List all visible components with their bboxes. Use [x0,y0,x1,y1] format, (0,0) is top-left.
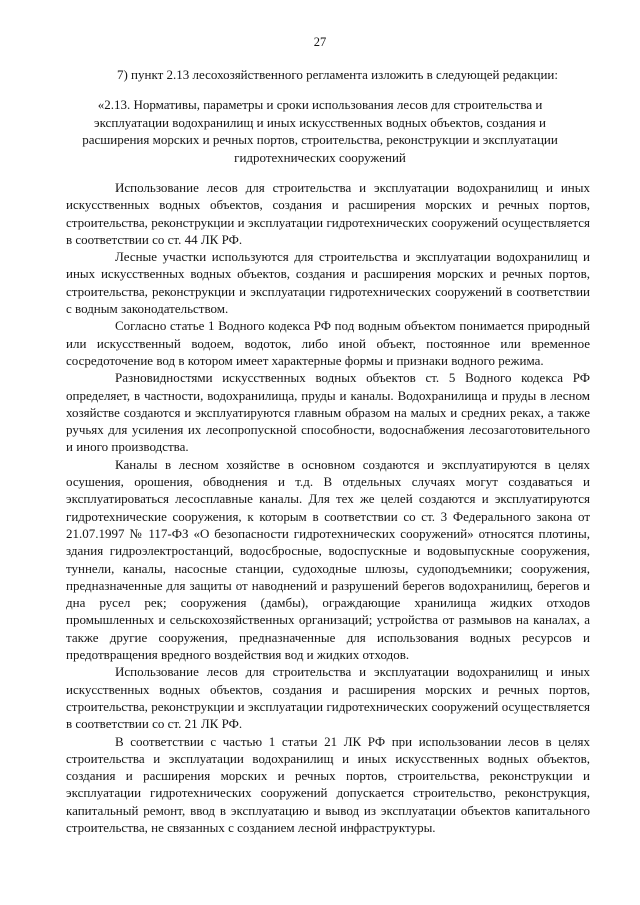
document-body [66,179,590,836]
body-paragraph: Каналы в лесном хозяйстве в основном создаются и эксплуатируются в целях осушения, орошения, обводнения и т.д. В отдельных случаях могут создаваться и эксплуатироваться лесосплавные каналы. Для тех же целей создаются и эксплуатируются гидротехнические сооружения, к которым в соответствии со ст. 3 Федерального закона от 21.07.1997 № 117-ФЗ «О безопасности гидротехнических сооружений» относятся плотины, здания гидроэлектростанций, водосбросные, водоспускные и водовыпускные сооружения, туннели, каналы, насосные станции, судоходные шлюзы, судоподъемники; сооружения, предназначенные для защиты от наводнений и разрушений берегов водохранилищ, берегов и дна русел рек; сооружения (дамбы), ограждающие хранилища жидких отходов промышленных и сельскохозяйственных организаций; устройства от размывов на каналах, а также другие сооружения, предназначенные для использования водных ресурсов и предотвращения вредного воздействия вод и жидких отходов. [66,456,590,663]
page-number: 27 [313,35,327,49]
body-paragraph: Использование лесов для строительства и эксплуатации водохранилищ и иных искусственных водных объектов, создания и расширения морских и речных портов, строительства, реконструкции и эксплуатации гидротехнических сооружений осуществляется в соответствии со ст. 44 ЛК РФ. [66,180,590,247]
body-paragraph: Разновидностями искусственных водных объектов ст. 5 Водного кодекса РФ определяет, в частности, водохранилища, пруды и каналы. Водохранилища и пруды в лесном хозяйстве создаются и эксплуатируются главным образом на малых и средних реках, а также ручьях для усиления их лесопропускной способности, водоснабжения лесозаготовительного и иного производства. [66,370,590,455]
section-heading: «2.13. Нормативы, параметры и сроки использования лесов для строительства и эксплуатации водохранилищ и иных искусственных водных объектов, создания и расширения морских и речных портов, строительства, реконструкции и эксплуатации гидротехнических сооружений [82,97,558,165]
body-paragraph: Согласно статье 1 Водного кодекса РФ под водным объектом понимается природный или искусственный водоем, водоток, либо иной объект, постоянное или временное сосредоточение вод в котором имеет характерные формы и признаки водного режима. [66,318,590,368]
amendment-intro: 7) пункт 2.13 лесохозяйственного регламента изложить в следующей редакции: [116,67,559,82]
body-paragraph: Использование лесов для строительства и эксплуатации водохранилищ и иных искусственных водных объектов, создания и расширения морских и речных портов, строительства, реконструкции и эксплуатации гидротехнических сооружений осуществляется в соответствии со ст. 21 ЛК РФ. [66,664,590,732]
body-paragraph: Лесные участки используются для строительства и эксплуатации водохранилищ и иных искусственных водных объектов, создания и расширения морских и речных портов, строительства, реконструкции и эксплуатации гидротехнических сооружений в соответствии с водным законодательством. [66,249,590,317]
body-paragraph: В соответствии с частью 1 статьи 21 ЛК РФ при использовании лесов в целях строительства и эксплуатации водохранилищ и иных искусственных водных объектов, создания и расширения морских и речных портов, строительства, реконструкции и эксплуатации гидротехнических сооружений допускается строительство, реконструкция, капитальный ремонт, ввод в эксплуатацию и вывод из эксплуатации объектов капитального строительства, не связанных с созданием лесной инфраструктуры. [66,733,590,835]
